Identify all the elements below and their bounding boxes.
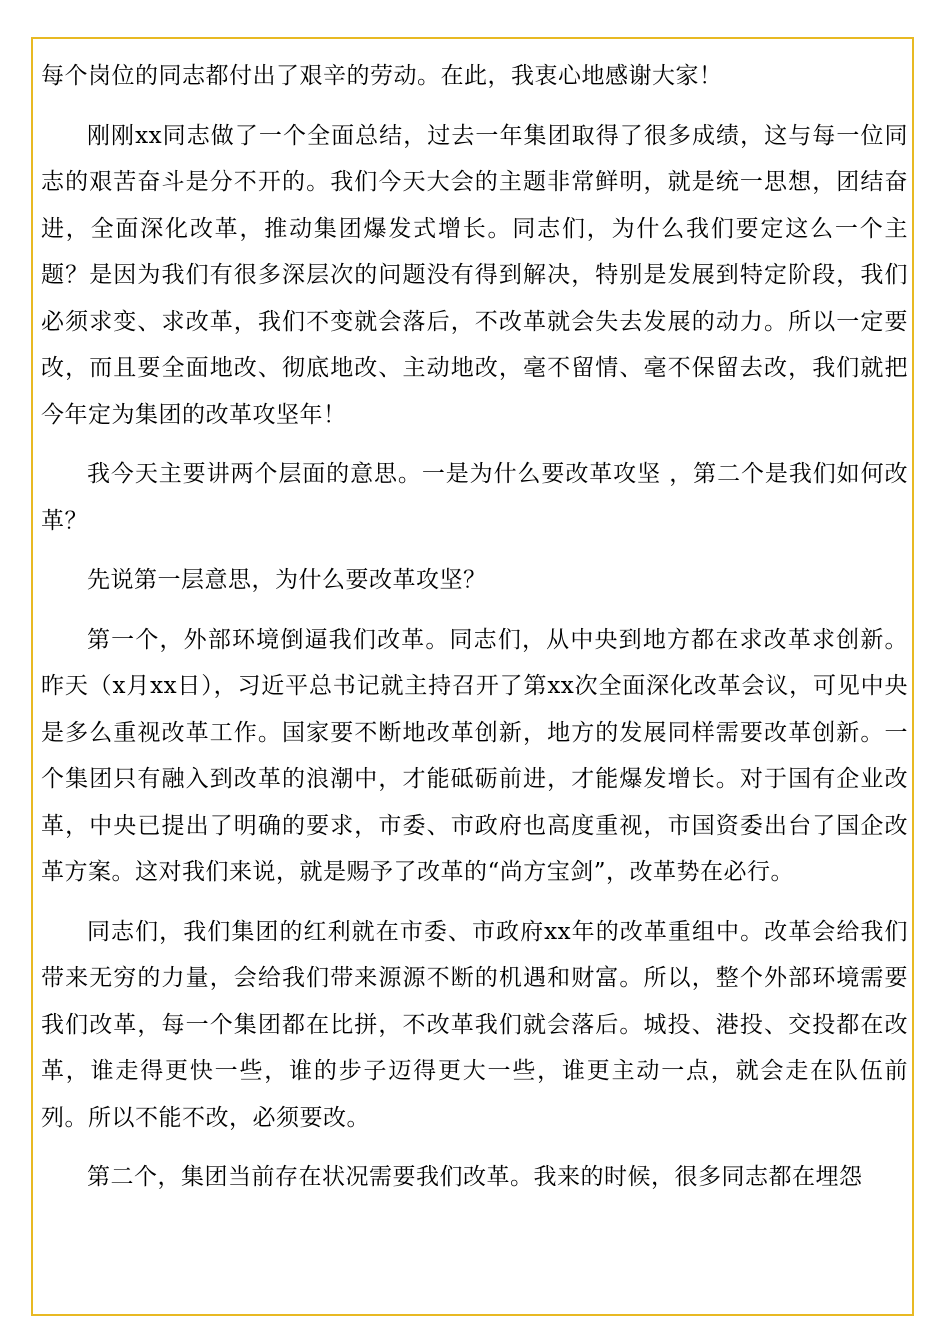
paragraph-7: 第二个，集团当前存在状况需要我们改革。我来的时候，很多同志都在埋怨 (87, 1164, 863, 1190)
document-body (41, 53, 908, 1214)
paragraph-1: 每个岗位的同志都付出了艰辛的劳动。在此，我衷心地感谢大家！ (41, 63, 723, 89)
paragraph-3: 我今天主要讲两个层面的意思。一是为什么要改革攻坚 ，第二个是我们如何改革？ (41, 461, 908, 534)
paragraph-6: 同志们，我们集团的红利就在市委、市政府xx年的改革重组中。改革会给我们带来无穷的力量，会给我们带来源源不断的机遇和财富。所以，整个外部环境需要我们改革，每一个集团都在比拼，不改革我们就会落后。城投、港投、交投都在改革，谁走得更快一些，谁的步子迈得更大一些，谁更主动一点，就会走在队伍前列。所以不能不改，必须要改。 (41, 918, 908, 1131)
page-border (31, 37, 914, 1316)
paragraph-2: 刚刚xx同志做了一个全面总结，过去一年集团取得了很多成绩，这与每一位同志的艰苦奋斗是分不开的。我们今天大会的主题非常鲜明，就是统一思想，团结奋进，全面深化改革，推动集团爆发式增长。同志们，为什么我们要定这么一个主题？是因为我们有很多深层次的问题没有得到解决，特别是发展到特定阶段，我们必须求变、求改革，我们不变就会落后，不改革就会失去发展的动力。所以一定要改，而且要全面地改、彻底地改、主动地改，毫不留情、毫不保留去改，我们就把今年定为集团的改革攻坚年！ (41, 122, 908, 428)
paragraph-4: 先说第一层意思，为什么要改革攻坚？ (87, 567, 487, 593)
paragraph-5: 第一个，外部环境倒逼我们改革。同志们，从中央到地方都在求改革求创新。昨天（x月xx日），习近平总书记就主持召开了第xx次全面深化改革会议，可见中央是多么重视改革工作。国家要不断地改革创新，地方的发展同样需要改革创新。一个集团只有融入到改革的浪潮中，才能砥砺前进，才能爆发增长。对于国有企业改革，中央已提出了明确的要求，市委、市政府也高度重视，市国资委出台了国企改革方案。这对我们来说，就是赐予了改革的“尚方宝剑”，改革势在必行。 (41, 626, 908, 885)
